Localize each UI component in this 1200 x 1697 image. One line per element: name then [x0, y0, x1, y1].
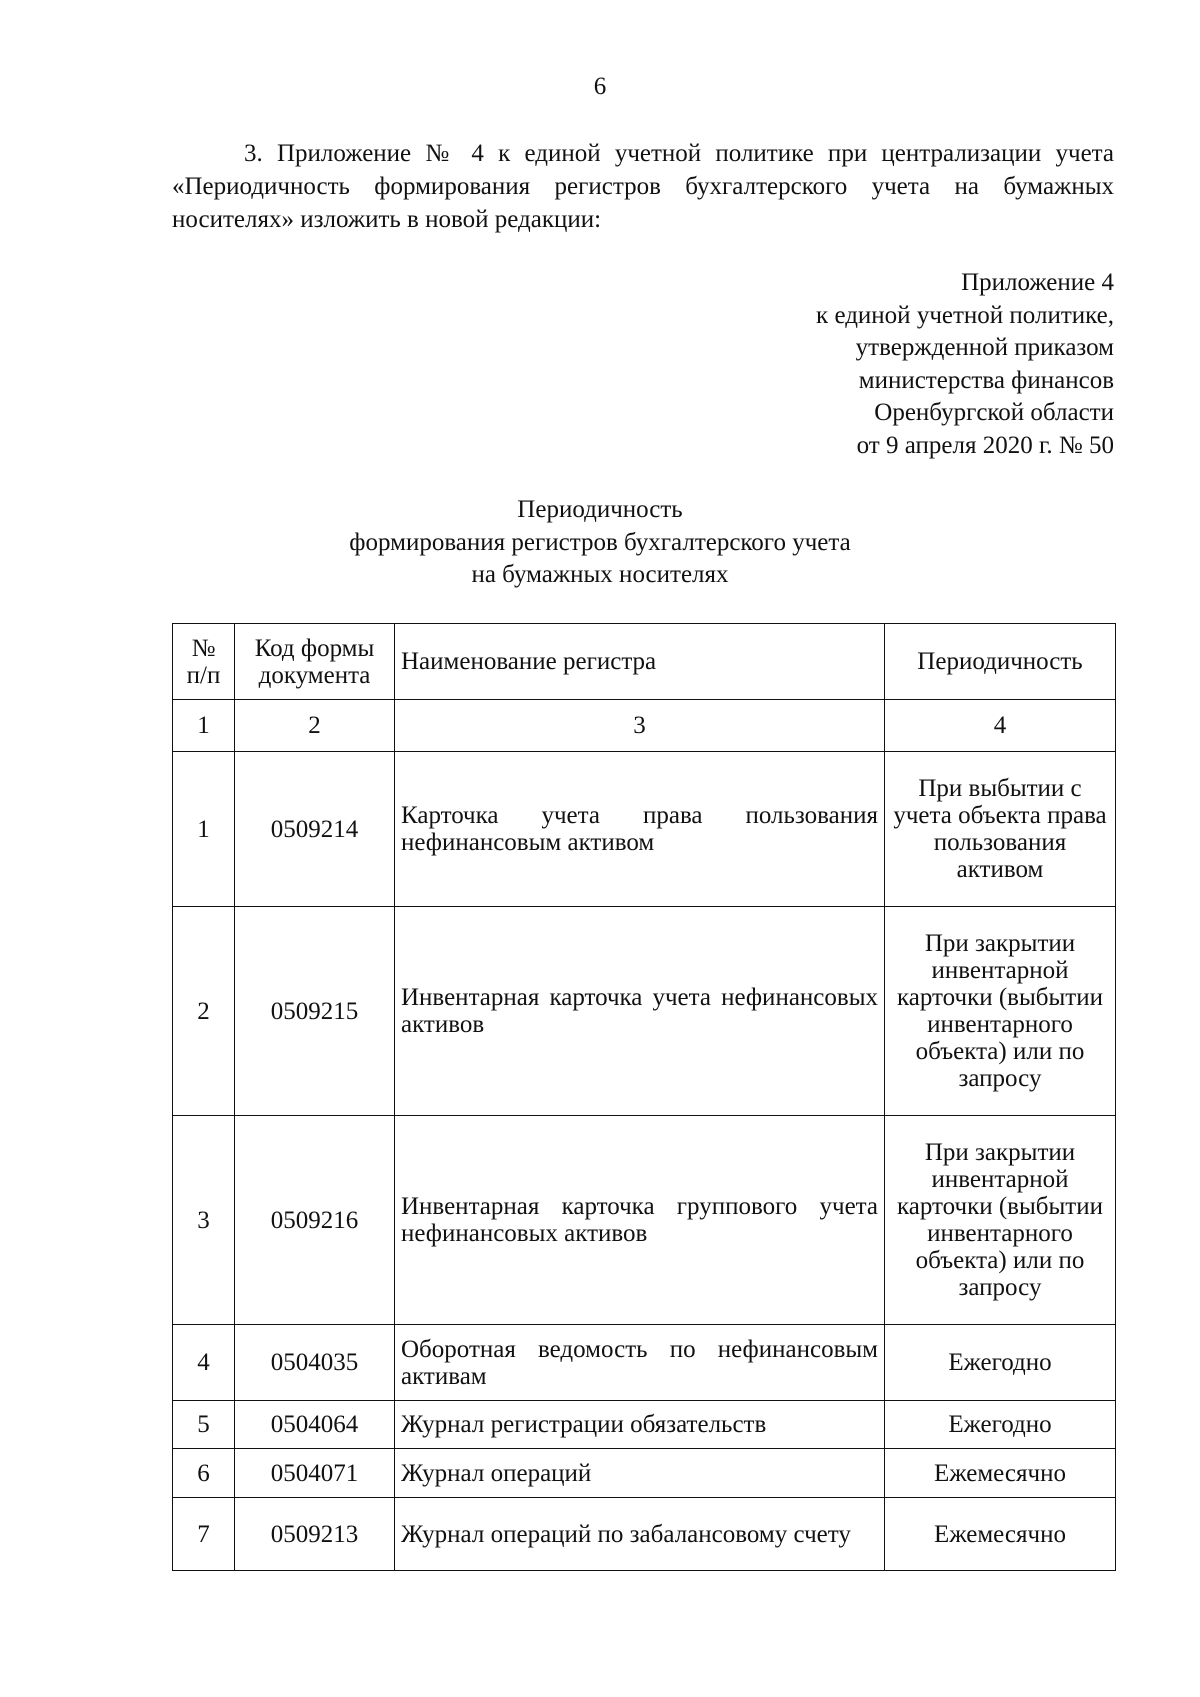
- row-period: Ежемесячно: [885, 1449, 1116, 1498]
- row-period: При закрытии инвентарной карточки (выбытии инвентарного объекта) или по запросу: [885, 1116, 1116, 1325]
- row-period: При выбытии с учета объекта права пользования активом: [885, 752, 1116, 907]
- registry-table: [172, 623, 1116, 1571]
- annex-line: к единой учетной политике,: [816, 301, 1114, 329]
- row-num: 6: [173, 1449, 235, 1498]
- table-row: [173, 752, 1116, 907]
- annex-reference: [514, 267, 1114, 462]
- row-name: Журнал регистрации обязательств: [395, 1401, 885, 1449]
- annex-line: от 9 апреля 2020 г. № 50: [856, 431, 1114, 459]
- row-num: 7: [173, 1498, 235, 1571]
- row-name: Инвентарная карточка учета нефинансовых активов: [395, 907, 885, 1116]
- column-index: 3: [395, 700, 885, 752]
- header-name: Наименование регистра: [395, 624, 885, 700]
- header-code: Код формы документа: [235, 624, 395, 700]
- table-row: [173, 1116, 1116, 1325]
- row-code: 0509213: [235, 1498, 395, 1571]
- table-row: [173, 1401, 1116, 1449]
- row-code: 0509216: [235, 1116, 395, 1325]
- row-period: Ежемесячно: [885, 1498, 1116, 1571]
- row-name: Журнал операций по забалансовому счету: [395, 1498, 885, 1571]
- row-num: 5: [173, 1401, 235, 1449]
- annex-line: Приложение 4: [961, 269, 1114, 296]
- row-num: 3: [173, 1116, 235, 1325]
- row-code: 0504071: [235, 1449, 395, 1498]
- column-index-row: [173, 700, 1116, 752]
- title-line: на бумажных носителях: [471, 561, 729, 588]
- row-name: Оборотная ведомость по нефинансовым активам: [395, 1325, 885, 1401]
- row-num: 2: [173, 907, 235, 1116]
- row-num: 1: [173, 752, 235, 907]
- annex-line: Оренбургской области: [874, 399, 1114, 426]
- annex-line: министерства финансов: [858, 366, 1114, 394]
- column-index: 1: [173, 700, 235, 752]
- column-index: 4: [885, 700, 1116, 752]
- table-row: [173, 1498, 1116, 1571]
- title-line: формирования регистров бухгалтерского учета: [349, 528, 851, 556]
- row-name: Карточка учета права пользования нефинансовым активом: [395, 752, 885, 907]
- intro-paragraph: 3. Приложение № 4 к единой учетной политике при централизации учета «Периодичность формирования регистров бухгалтерского учета на бумажных носителях» изложить в новой редакции:: [172, 140, 1114, 233]
- document-title: [0, 494, 1200, 592]
- page-number: 6: [593, 73, 607, 100]
- row-code: 0504035: [235, 1325, 395, 1401]
- column-index: 2: [235, 700, 395, 752]
- row-code: 0509215: [235, 907, 395, 1116]
- row-name: Журнал операций: [395, 1449, 885, 1498]
- header-period: Периодичность: [885, 624, 1116, 700]
- table-row: [173, 1325, 1116, 1401]
- annex-line: утвержденной приказом: [855, 334, 1114, 361]
- row-period: Ежегодно: [885, 1325, 1116, 1401]
- table-row: [173, 907, 1116, 1116]
- row-period: Ежегодно: [885, 1401, 1116, 1449]
- row-num: 4: [173, 1325, 235, 1401]
- title-line: Периодичность: [517, 496, 683, 523]
- row-code: 0504064: [235, 1401, 395, 1449]
- row-name: Инвентарная карточка группового учета нефинансовых активов: [395, 1116, 885, 1325]
- table-row: [173, 1449, 1116, 1498]
- header-num: № п/п: [173, 624, 235, 700]
- row-period: При закрытии инвентарной карточки (выбытии инвентарного объекта) или по запросу: [885, 907, 1116, 1116]
- table-header-row: [173, 624, 1116, 700]
- row-code: 0509214: [235, 752, 395, 907]
